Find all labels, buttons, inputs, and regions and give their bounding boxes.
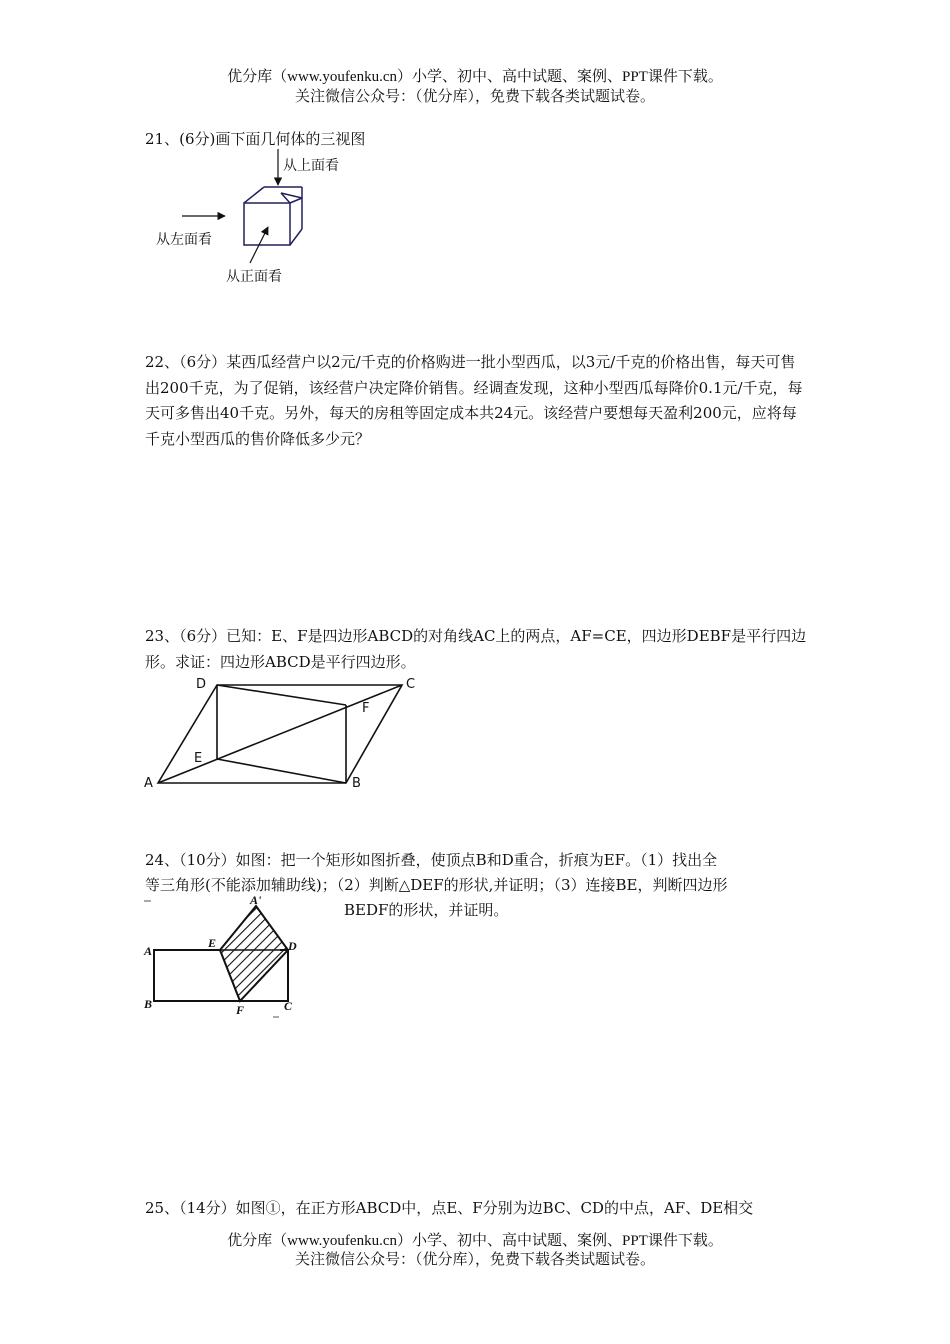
header-line-1: 优分库（www.youfenku.cn）小学、初中、高中试题、案例、PPT课件下载。 xyxy=(227,69,723,85)
q21-figure xyxy=(150,145,350,295)
label-A-prime: A' xyxy=(250,893,262,907)
label-D: D xyxy=(288,939,297,953)
label-view-top: 从上面看 xyxy=(283,158,339,174)
label-B: B xyxy=(144,997,153,1011)
label-B: B xyxy=(352,776,361,791)
question-21-text: 21、(6分)画下面几何体的三视图 xyxy=(145,130,366,148)
question-24-line-1: 24、（10分）如图：把一个矩形如图折叠，使顶点B和D重合，折痕为EF。（1）找出全 xyxy=(145,851,718,869)
quadrilateral-diagram xyxy=(140,675,430,800)
label-F: F xyxy=(236,1003,245,1017)
question-23-text: 23、（6分）已知：E、F是四边形ABCD的对角线AC上的两点，AF=CE，四边形DEBF是平行四边形。求证：四边形ABCD是平行四边形。 xyxy=(145,627,807,671)
q23-figure xyxy=(140,675,430,800)
q24-figure xyxy=(142,893,314,1021)
label-E: E xyxy=(208,936,217,950)
label-A: A xyxy=(144,776,153,791)
header-line-2: 关注微信公众号：（优分库），免费下载各类试题试卷。 xyxy=(294,89,655,105)
label-A: A xyxy=(144,944,153,958)
question-22-text: 22、（6分）某西瓜经营户以2元/千克的价格购进一批小型西瓜，以3元/千克的价格出售，每天可售出200千克，为了促销，该经营户决定降价销售。经调查发现，这种小型西瓜每降价0.1元/千克，每天可多售出40千克。另外，每天的房租等固定成本共24元。该经营户要想每天盈利200元，应将每千克小型西瓜的售价降低多少元？ xyxy=(145,353,803,448)
label-E: E xyxy=(194,751,203,766)
footer-line-1: 优分库（www.youfenku.cn）小学、初中、高中试题、案例、PPT课件下载。 xyxy=(227,1233,723,1249)
label-F: F xyxy=(362,701,370,716)
label-D: D xyxy=(196,677,207,692)
label-C: C xyxy=(406,677,416,692)
label-view-left: 从左面看 xyxy=(156,232,212,248)
question-25-text: 25、（14分）如图①，在正方形ABCD中，点E、F分别为边BC、CD的中点，AF、DE相交 xyxy=(145,1199,754,1217)
question-24-line-3: BEDF的形状，并证明。 xyxy=(344,901,509,919)
label-view-front: 从正面看 xyxy=(226,269,282,285)
footer-line-2: 关注微信公众号：（优分库），免费下载各类试题试卷。 xyxy=(294,1252,655,1268)
label-C: C xyxy=(284,999,293,1013)
question-24-line-2: 等三角形(不能添加辅助线)；（2）判断△DEF的形状,并证明；（3）连接BE，判断四边形 xyxy=(145,876,728,894)
